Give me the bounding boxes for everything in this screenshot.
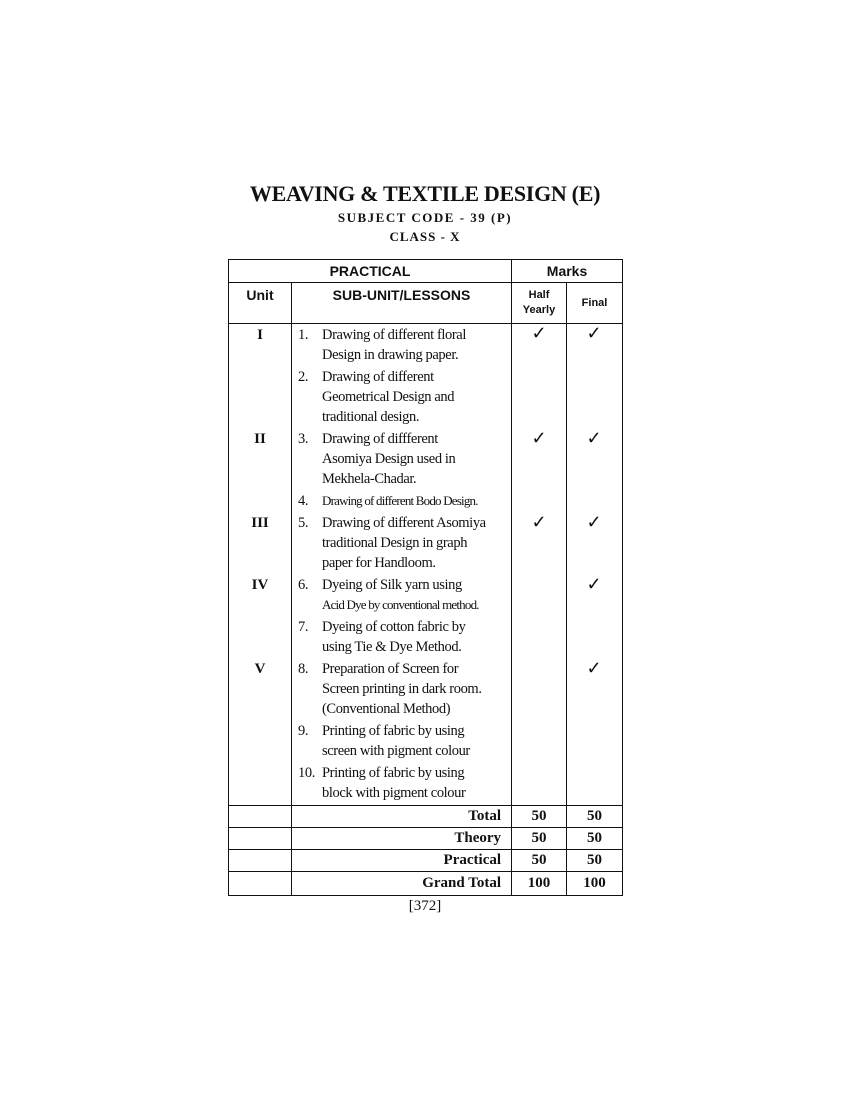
practical-label: Practical — [292, 850, 512, 872]
check-icon: ✓ — [586, 574, 602, 594]
lesson-number: 8. — [298, 661, 309, 677]
document-title: WEAVING & TEXTILE DESIGN (E) — [249, 181, 601, 206]
check-icon: ✓ — [586, 428, 602, 448]
check-icon: ✓ — [531, 323, 547, 343]
empty-cell — [229, 850, 292, 872]
lesson-text: Design in drawing paper. — [322, 347, 459, 363]
lesson-text: Dyeing of Silk yarn using — [322, 577, 462, 593]
empty-cell — [229, 872, 292, 896]
lesson-text: Drawing of different Asomiya — [322, 515, 486, 531]
lessons-header: SUB-UNIT/LESSONS — [292, 283, 512, 324]
check-icon: ✓ — [531, 512, 547, 532]
unit-header: Unit — [229, 283, 292, 324]
class-label: CLASS - X — [389, 229, 461, 244]
theory-row — [229, 828, 623, 850]
lesson-text: Printing of fabric by using — [322, 723, 465, 739]
lesson-number: 3. — [298, 431, 309, 447]
half-yearly-label-2: Yearly — [522, 304, 556, 316]
lesson-text: using Tie & Dye Method. — [322, 639, 462, 655]
lesson-text: Drawing of different — [322, 369, 434, 385]
total-row — [229, 806, 623, 828]
lesson-number: 6. — [298, 577, 309, 593]
marks-header: Marks — [512, 260, 623, 283]
grand-total-half-yearly: 100 — [512, 872, 567, 896]
lesson-text: traditional design. — [322, 409, 420, 425]
page-number: [372] — [408, 898, 442, 914]
practical-half-yearly: 50 — [512, 850, 567, 872]
grand-total-final: 100 — [567, 872, 623, 896]
practical-row — [229, 850, 623, 872]
syllabus-table — [228, 259, 623, 896]
lesson-text: Preparation of Screen for — [322, 661, 459, 677]
lesson-text: Printing of fabric by using — [322, 765, 465, 781]
lesson-number: 10. — [298, 765, 315, 781]
unit-label: I — [257, 327, 263, 343]
lesson-text: Dyeing of cotton fabric by — [322, 619, 466, 635]
subject-code: SUBJECT CODE - 39 (P) — [337, 210, 513, 225]
unit-column — [229, 324, 292, 806]
lesson-text: Drawing of different floral — [322, 327, 466, 343]
lesson-text: block with pigment colour — [322, 785, 466, 801]
lesson-text: paper for Handloom. — [322, 555, 436, 571]
unit-label: V — [254, 661, 266, 677]
lesson-text: Acid Dye by conventional method. — [322, 597, 479, 612]
grand-total-row — [229, 872, 623, 896]
lesson-text: Mekhela-Chadar. — [322, 471, 417, 487]
check-icon: ✓ — [586, 512, 602, 532]
lessons-column — [292, 324, 512, 806]
lesson-text: screen with pigment colour — [322, 743, 470, 759]
half-yearly-label-1: Half — [528, 289, 550, 301]
final-column — [567, 324, 623, 806]
check-icon: ✓ — [531, 428, 547, 448]
unit-label: IV — [251, 577, 269, 593]
empty-cell — [229, 828, 292, 850]
theory-label: Theory — [292, 828, 512, 850]
check-icon: ✓ — [586, 658, 602, 678]
check-icon: ✓ — [586, 323, 602, 343]
lesson-number: 9. — [298, 723, 309, 739]
lesson-text: Geometrical Design and — [322, 389, 455, 405]
total-half-yearly: 50 — [512, 806, 567, 828]
empty-cell — [229, 806, 292, 828]
unit-label: II — [254, 431, 266, 447]
half-yearly-column — [512, 324, 567, 806]
lesson-text: Drawing of diffferent — [322, 431, 438, 447]
lesson-text: Asomiya Design used in — [322, 451, 456, 467]
total-label: Total — [292, 806, 512, 828]
lesson-text: traditional Design in graph — [322, 535, 468, 551]
lesson-number: 5. — [298, 515, 309, 531]
final-header: Final — [567, 283, 623, 324]
practical-header: PRACTICAL — [229, 260, 512, 283]
lesson-number: 2. — [298, 369, 309, 385]
theory-final: 50 — [567, 828, 623, 850]
theory-half-yearly: 50 — [512, 828, 567, 850]
lesson-number: 7. — [298, 619, 309, 635]
lesson-number: 1. — [298, 327, 309, 343]
lesson-text: Drawing of different Bodo Design. — [322, 493, 478, 508]
practical-final: 50 — [567, 850, 623, 872]
total-final: 50 — [567, 806, 623, 828]
lesson-text: Screen printing in dark room. — [322, 681, 482, 697]
unit-label: III — [251, 515, 269, 531]
lesson-number: 4. — [298, 493, 309, 509]
half-yearly-header — [512, 283, 567, 324]
grand-total-label: Grand Total — [292, 872, 512, 896]
lesson-text: (Conventional Method) — [322, 701, 451, 717]
